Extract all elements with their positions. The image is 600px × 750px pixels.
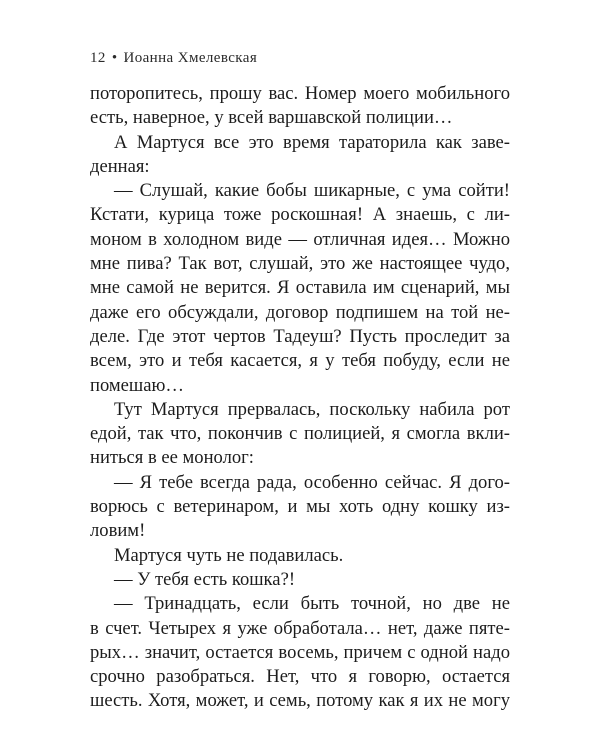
text-line: денная: [90,155,150,177]
text-line: Мартуся чуть не подавилась. [114,544,344,566]
text-line: шесть. Хотя, может, и семь, потому как я их не могу [90,690,510,712]
text-line: есть, наверное, у всей варшавской полиции… [90,107,453,129]
text-line: рых… значит, остается восемь, причем с одной надо [90,641,510,663]
text-line: даже его обсуждали, договор подпишем на той не- [90,301,510,323]
text-line: едой, так что, покончив с полицией, я смогла вкли- [90,423,510,445]
page-number: 12 [90,50,106,66]
body-text [90,82,510,714]
text-line: поторопитесь, прошу вас. Номер моего мобильного [90,83,510,104]
text-line: мне пива? Так вот, слушай, это же настоящее чудо, [90,253,510,275]
text-line: ворюсь с ветеринаром, и мы хоть одну кошку из- [90,496,510,518]
text-line: — Я тебе всегда рада, особенно сейчас. Я дого- [114,471,510,493]
text-line: А Мартуся все это время тараторила как заве- [114,131,510,153]
text-line: — Тринадцать, если быть точной, но две не [114,593,510,615]
text-line: в счет. Четырех я уже обработала… нет, даже пяте- [90,617,510,639]
text-line: ниться в ее монолог: [90,447,254,469]
text-line: деле. Где этот чертов Тадеуш? Пусть проследит за [90,325,510,347]
text-line: Кстати, курица тоже роскошная! А знаешь, с ли- [90,204,510,226]
text-line: срочно разобраться. Нет, что я говорю, остается [90,666,510,688]
text-line: — Слушай, какие бобы шикарные, с ума сойти! [114,180,510,202]
running-head [90,50,257,67]
text-line: ловим! [90,520,146,542]
header-separator: • [111,50,118,66]
text-line: помешаю… [90,374,184,396]
text-line: мне самой не верится. Я оставила им сценарий, мы [90,277,510,299]
text-line: — У тебя есть кошка?! [114,568,296,590]
text-line: моном в холодном виде — отличная идея… Можно [90,228,510,250]
author-name: Иоанна Хмелевская [123,50,258,66]
text-line: всем, это и тебя касается, я у тебя побуду, если не [90,350,510,372]
text-line: Тут Мартуся прервалась, поскольку набила рот [114,398,510,420]
